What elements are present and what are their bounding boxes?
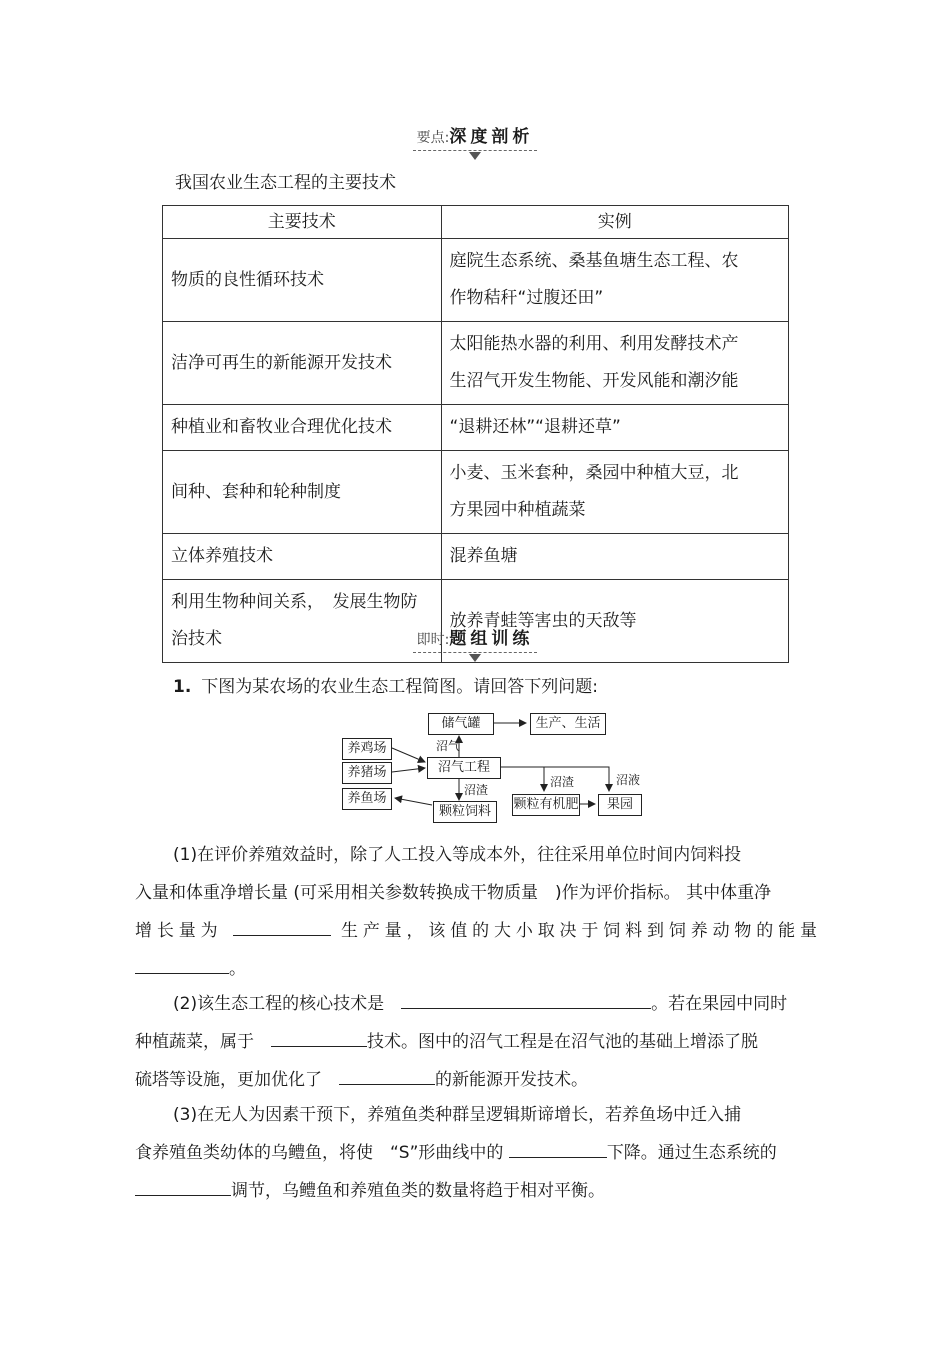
box-storage-tank: 储气罐 [428,713,494,735]
table-row [163,451,789,534]
section-header-practice [0,624,950,653]
table-row [163,239,789,322]
label-biogas: 沼气 [436,739,461,753]
text-line: 硫塔等设施，更加优化了 的新能源开发技术。 [135,1070,588,1090]
box-pellet-feed: 颗粒饲料 [433,801,497,823]
text-line: 食养殖鱼类幼体的乌鳢鱼，将使 “S”形曲线中的 下降。通过生态系统的 [135,1143,777,1163]
section-header-key-points [0,122,950,151]
example-line: 作物秸秆“过腹还田” [449,288,604,308]
question-part-3 [135,1096,817,1210]
text-line: (1)在评价养殖效益时，除了人工投入等成本外，往往采用单位时间内饲料投 [173,845,742,865]
technology-table [162,205,789,663]
answer-blank[interactable] [135,957,229,974]
label-residue: 沼渣 [464,783,489,797]
text-line: 。 [135,950,817,988]
text-line: (2)该生态工程的核心技术是 。若在果园中同时 [173,994,788,1014]
header-prefix: 要点: [416,130,450,146]
column-header: 实例 [441,206,788,239]
box-biogas-project: 沼气工程 [427,757,501,779]
tech-line: 治技术 [171,629,222,649]
label-residue: 沼渣 [550,775,575,789]
box-production-life: 生产、生活 [530,713,606,735]
intro-text: 我国农业生态工程的主要技术 [175,173,396,193]
tech-cell: 物质的良性循环技术 [163,239,442,322]
answer-blank[interactable] [339,1068,435,1085]
tech-line: 利用生物种间关系， 发展生物防 [171,592,418,612]
example-cell [441,322,788,405]
question-part-2 [135,985,817,1099]
answer-blank[interactable] [401,992,651,1009]
tech-cell: 种植业和畜牧业合理优化技术 [163,405,442,451]
down-arrow-icon [469,654,481,662]
example-line: 太阳能热水器的利用、利用发酵技术产 [449,334,739,354]
example-cell [441,405,788,451]
tech-cell: 洁净可再生的新能源开发技术 [163,322,442,405]
table-row [163,405,789,451]
header-prefix: 即时: [416,632,450,648]
arrow-chicken-to-biogas [392,748,425,762]
question-number: 1. [173,677,192,697]
box-organic-fertilizer: 颗粒有机肥 [512,794,580,816]
table-row [163,534,789,580]
tech-cell: 间种、套种和轮种制度 [163,451,442,534]
text-line: 增长量为 生产量，该值的大小取决于饲料到饲养动物的能量 [135,921,818,941]
box-fish-farm: 养鱼场 [342,788,392,810]
example-line: 方果园中种植蔬菜 [449,500,586,520]
box-orchard: 果园 [598,794,642,816]
example-line: 生沼气开发生物能、开发风能和潮汐能 [449,371,739,391]
answer-blank[interactable] [233,919,331,936]
tech-cell: 立体养殖技术 [163,534,442,580]
answer-blank[interactable] [509,1141,607,1158]
text-line: 种植蔬菜，属于 技术。图中的沼气工程是在沼气池的基础上增添了脱 [135,1032,758,1052]
text-line: 调节，乌鳢鱼和养殖鱼类的数量将趋于相对平衡。 [135,1172,817,1210]
box-pig-farm: 养猪场 [342,762,392,784]
question-part-1 [135,836,817,988]
column-header: 主要技术 [163,206,442,239]
table-row [163,322,789,405]
question-text: 下图为某农场的农业生态工程简图。请回答下列问题: [201,677,599,697]
box-chicken-farm: 养鸡场 [342,738,392,760]
answer-blank[interactable] [271,1030,367,1047]
label-liquid: 沼液 [616,773,641,787]
text-line: 入量和体重净增长量 (可采用相关参数转换成干物质量 )作为评价指标。 其中体重净 [135,883,772,903]
arrow-feed-to-fish [395,798,432,805]
example-line: 放养青蛙等害虫的天敌等 [449,610,637,631]
question-title [173,672,598,697]
example-cell [441,534,788,580]
text-line: (3)在无人为因素干预下，养殖鱼类种群呈逻辑斯谛增长，若养鱼场中迁入捕 [173,1105,742,1125]
example-line: 小麦、玉米套种，桑园中种植大豆，北 [449,463,739,483]
header-title: 题组训练 [449,629,534,649]
arrow-pig-to-biogas [392,768,425,772]
example-line: 庭院生态系统、桑基鱼塘生态工程、农 [449,251,739,271]
down-arrow-icon [469,152,481,160]
example-line: “退耕还林”“退耕还草” [449,417,621,437]
answer-blank[interactable] [135,1179,231,1196]
example-cell [441,451,788,534]
example-cell [441,239,788,322]
table-header-row [163,206,789,239]
example-line: 混养鱼塘 [449,546,518,566]
header-title: 深度剖析 [449,127,534,147]
